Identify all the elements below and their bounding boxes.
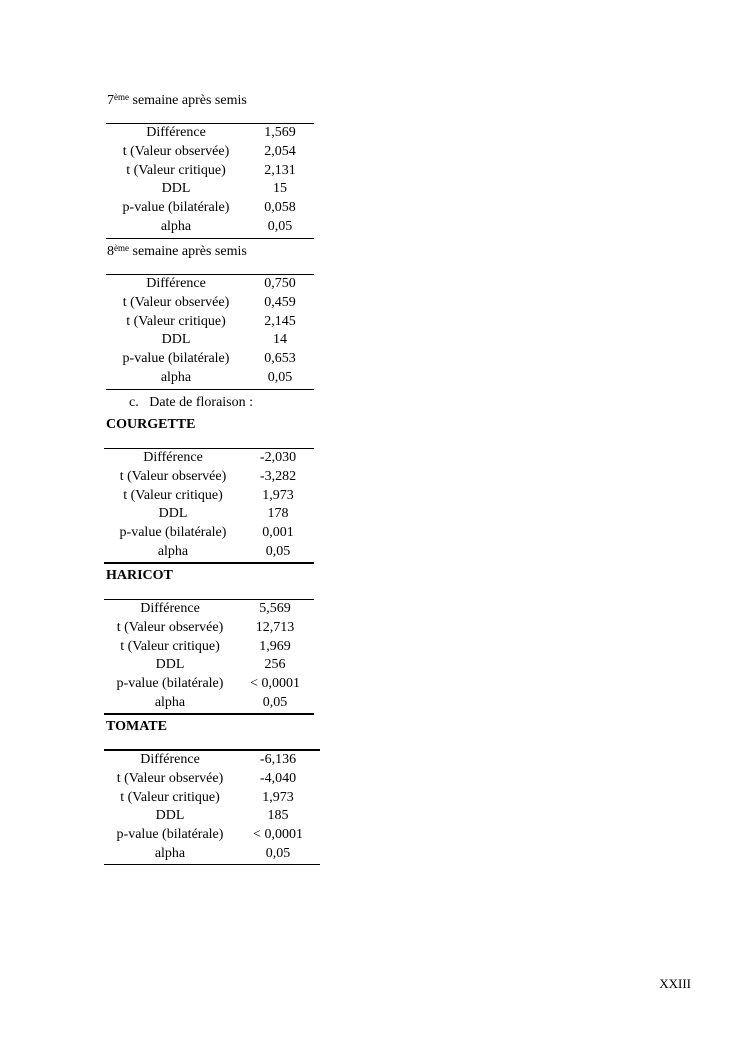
heading-text: semaine après semis xyxy=(132,93,247,108)
row-value: < 0,0001 xyxy=(250,676,300,692)
table-row xyxy=(104,543,314,562)
table-row xyxy=(106,180,314,199)
row-value: 0,05 xyxy=(265,543,291,559)
row-label: DDL xyxy=(161,332,191,348)
row-label: t (Valeur critique) xyxy=(123,487,223,503)
heading-superscript: ème xyxy=(114,92,129,102)
table-row xyxy=(104,845,320,864)
table-row xyxy=(106,369,314,388)
table-row xyxy=(104,656,314,675)
row-label: t (Valeur critique) xyxy=(120,638,220,654)
table-row xyxy=(104,468,314,487)
row-label: alpha xyxy=(154,694,186,710)
table-row xyxy=(104,487,314,506)
row-label: Différence xyxy=(146,125,206,140)
crop-name-tomate: TOMATE xyxy=(106,719,167,734)
table-row xyxy=(106,294,314,313)
row-value: 0,05 xyxy=(262,694,288,710)
row-label: Différence xyxy=(140,752,200,767)
table-row xyxy=(106,275,314,294)
table-row xyxy=(104,638,314,657)
row-value: 0,05 xyxy=(267,369,293,385)
section-heading-week-7 xyxy=(107,93,247,109)
row-value: 2,054 xyxy=(264,143,296,159)
row-value: 178 xyxy=(267,506,289,522)
table-bottom-rule xyxy=(104,713,314,715)
table-row xyxy=(106,218,314,237)
stats-table-haricot xyxy=(104,600,314,713)
row-label: t (Valeur observée) xyxy=(122,143,230,159)
table-bottom-rule xyxy=(106,238,314,239)
row-label: Différence xyxy=(140,601,200,616)
table-row xyxy=(106,124,314,143)
heading-superscript: ème xyxy=(114,243,129,253)
row-value: 1,973 xyxy=(262,789,294,805)
row-value: -4,040 xyxy=(259,770,297,786)
row-label: Différence xyxy=(146,276,206,291)
table-row xyxy=(106,143,314,162)
row-value: 2,131 xyxy=(264,162,296,178)
table-row xyxy=(104,826,320,845)
table-row xyxy=(104,524,314,543)
row-label: DDL xyxy=(155,808,185,824)
row-value: 5,569 xyxy=(259,601,291,616)
row-value: < 0,0001 xyxy=(253,827,303,843)
row-value: 256 xyxy=(264,657,286,673)
table-row xyxy=(104,770,320,789)
heading-number: 8 xyxy=(107,244,114,259)
section-heading-week-8 xyxy=(107,244,247,260)
table-row xyxy=(104,675,314,694)
row-value: 2,145 xyxy=(264,313,296,329)
row-value: 14 xyxy=(273,332,287,348)
row-label: alpha xyxy=(160,369,192,385)
row-label: t (Valeur critique) xyxy=(126,162,226,178)
table-row xyxy=(104,505,314,524)
row-value: 0,750 xyxy=(264,276,296,291)
stats-table-courgette xyxy=(104,449,314,562)
table-row xyxy=(104,789,320,808)
row-label: DDL xyxy=(158,506,188,522)
row-label: p-value (bilatérale) xyxy=(116,676,224,692)
table-row xyxy=(104,600,314,619)
row-value: -6,136 xyxy=(259,752,297,767)
row-label: p-value (bilatérale) xyxy=(122,351,230,367)
heading-text: semaine après semis xyxy=(132,244,247,259)
table-row xyxy=(106,199,314,218)
stats-table-week-7 xyxy=(106,124,314,237)
row-value: 0,05 xyxy=(267,218,293,234)
row-label: DDL xyxy=(161,181,191,197)
row-value: -3,282 xyxy=(259,468,297,484)
row-value: 0,05 xyxy=(265,845,291,861)
row-value: 1,969 xyxy=(259,638,291,654)
table-row xyxy=(104,619,314,638)
stats-table-week-8 xyxy=(106,275,314,388)
row-value: 12,713 xyxy=(255,619,295,635)
table-bottom-rule xyxy=(104,864,320,865)
row-value: 1,973 xyxy=(262,487,294,503)
table-row xyxy=(104,807,320,826)
crop-name-haricot: HARICOT xyxy=(106,568,173,583)
row-label: t (Valeur observée) xyxy=(119,468,227,484)
table-row xyxy=(106,162,314,181)
row-value: 0,058 xyxy=(264,200,296,216)
row-value: -2,030 xyxy=(259,450,297,465)
row-label: t (Valeur critique) xyxy=(120,789,220,805)
row-label: p-value (bilatérale) xyxy=(116,827,224,843)
row-label: alpha xyxy=(160,218,192,234)
table-row xyxy=(104,694,314,713)
table-row xyxy=(104,751,320,770)
row-label: alpha xyxy=(157,543,189,559)
row-value: 185 xyxy=(267,808,289,824)
row-label: p-value (bilatérale) xyxy=(119,525,227,541)
row-label: t (Valeur critique) xyxy=(126,313,226,329)
row-label: DDL xyxy=(155,657,185,673)
row-label: alpha xyxy=(154,845,186,861)
heading-number: 7 xyxy=(107,93,114,108)
row-value: 1,569 xyxy=(264,125,296,140)
row-label: t (Valeur observée) xyxy=(116,619,224,635)
row-value: 0,001 xyxy=(262,525,294,541)
row-label: t (Valeur observée) xyxy=(122,294,230,310)
crop-name-courgette: COURGETTE xyxy=(106,417,196,432)
table-row xyxy=(104,449,314,468)
row-value: 15 xyxy=(273,181,287,197)
table-bottom-rule xyxy=(104,562,314,564)
row-label: p-value (bilatérale) xyxy=(122,200,230,216)
subsection-title: c. Date de floraison : xyxy=(129,395,254,410)
row-label: Différence xyxy=(143,450,203,465)
table-bottom-rule xyxy=(106,389,314,390)
stats-table-tomate xyxy=(104,751,320,864)
row-label: t (Valeur observée) xyxy=(116,770,224,786)
table-row xyxy=(106,350,314,369)
row-value: 0,653 xyxy=(264,351,296,367)
table-row xyxy=(106,331,314,350)
page-number: XXIII xyxy=(659,976,691,991)
row-value: 0,459 xyxy=(264,294,296,310)
table-row xyxy=(106,313,314,332)
